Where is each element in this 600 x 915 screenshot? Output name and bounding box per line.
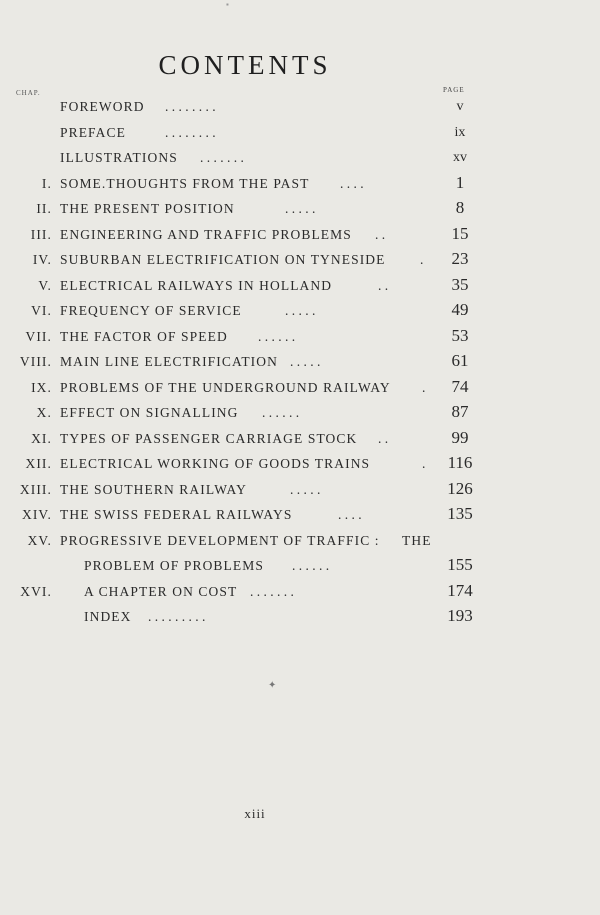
page-number: 8 <box>455 198 465 217</box>
chapter-title: THE FACTOR OF SPEED <box>60 328 228 344</box>
chapter-title: A CHAPTER ON COST <box>84 583 238 599</box>
chapter-title: INDEX <box>84 609 132 624</box>
page-number: 135 <box>447 504 473 523</box>
contents-entry <box>0 249 600 275</box>
leader-dots: . . . . . . . . <box>165 99 216 114</box>
chapter-title: THE PRESENT POSITION <box>60 201 235 216</box>
chapter-number: XIV. <box>21 507 52 522</box>
chapter-title: ENGINEERING AND TRAFFIC PROBLEMS <box>60 226 352 242</box>
page-number: 53 <box>451 325 469 345</box>
page-number: 99 <box>451 427 469 447</box>
page-number: 35 <box>451 274 469 294</box>
chapter-number: I. <box>41 175 52 191</box>
page-number: 174 <box>447 580 473 600</box>
contents-entry <box>0 300 600 326</box>
chapter-title: PROBLEM OF PROBLEMS <box>84 558 264 573</box>
chapter-number: VIII. <box>19 354 52 369</box>
contents-entry <box>0 479 600 505</box>
contents-entry <box>0 504 600 530</box>
chapter-title: TYPES OF PASSENGER CARRIAGE STOCK <box>60 430 358 446</box>
contents-entry <box>0 173 600 199</box>
contents-entry <box>0 351 600 377</box>
chapter-title: PROGRESSIVE DEVELOPMENT OF TRAFFIC : <box>60 532 380 548</box>
contents-entry <box>0 96 600 122</box>
page-number: 61 <box>451 351 469 370</box>
contents-entry <box>0 224 600 250</box>
page-number: 116 <box>447 453 473 472</box>
contents-entry <box>0 402 600 428</box>
chapter-number: II. <box>36 201 52 216</box>
chapter-title-continuation: THE <box>402 532 432 548</box>
leader-dots: . . <box>378 430 389 446</box>
chapter-title: THE SWISS FEDERAL RAILWAYS <box>60 507 293 522</box>
chapter-title: FREQUENCY OF SERVICE <box>60 303 242 318</box>
leader-dots: . . . . . . . <box>200 150 244 165</box>
contents-entry <box>0 326 600 352</box>
contents-entry <box>0 275 600 301</box>
contents-entry <box>0 581 600 607</box>
leader-dots: . <box>422 379 426 395</box>
leader-dots: . <box>420 252 424 267</box>
chapter-title: PREFACE <box>60 124 126 140</box>
contents-title: CONTENTS <box>158 50 332 80</box>
contents-entry <box>0 453 600 479</box>
leader-dots: . . . . . . . . . <box>148 609 206 624</box>
leader-dots: . . <box>378 277 389 293</box>
contents-entry <box>0 198 600 224</box>
page-number: ix <box>454 124 466 140</box>
page-number: 87 <box>451 402 469 421</box>
leader-dots: . . . . . . <box>262 405 300 420</box>
page-number: 15 <box>451 223 469 243</box>
chapter-title: EFFECT ON SIGNALLING <box>60 405 239 420</box>
leader-dots: . . . . . <box>285 303 316 318</box>
contents-list <box>0 96 600 632</box>
page-number: 1 <box>455 172 465 192</box>
leader-dots: . . . . . . <box>258 328 296 344</box>
page-speck: ▪ <box>226 0 229 9</box>
chapter-title: PROBLEMS OF THE UNDERGROUND RAILWAY <box>60 379 391 395</box>
chapter-title: SOME.THOUGHTS FROM THE PAST <box>60 175 310 191</box>
page-number: 74 <box>451 376 469 396</box>
leader-dots: . . . . . <box>290 481 321 497</box>
leader-dots: . . . . . <box>285 201 316 216</box>
chapter-title: MAIN LINE ELECTRIFICATION <box>60 354 278 369</box>
contents-entry <box>0 606 600 632</box>
chapter-number: XVI. <box>20 583 52 599</box>
chapter-number: VII. <box>25 328 52 344</box>
page-number: 126 <box>447 478 473 498</box>
page-number: xv <box>453 150 467 165</box>
chapter-number: XV. <box>27 532 52 548</box>
contents-entry <box>0 428 600 454</box>
folio-page-number: xiii <box>244 806 266 821</box>
page-number: 155 <box>447 555 473 574</box>
contents-entry <box>0 377 600 403</box>
chapter-number: IV. <box>32 252 52 267</box>
chapter-number: XI. <box>31 430 52 446</box>
chapter-title: FOREWORD <box>60 99 145 114</box>
chapter-number: VI. <box>31 303 52 318</box>
page-number: v <box>456 99 464 114</box>
leader-dots: . . . . . . . <box>250 583 294 599</box>
leader-dots: . . . . <box>338 507 362 522</box>
chapter-title: ELECTRICAL WORKING OF GOODS TRAINS <box>60 456 371 471</box>
chapter-number: XIII. <box>19 481 52 497</box>
chapter-title: ILLUSTRATIONS <box>60 150 178 165</box>
ink-smudge: ✦ <box>268 680 277 691</box>
page-number: 23 <box>451 249 469 268</box>
leader-dots: . . . . . . <box>292 558 330 573</box>
chapter-title: ELECTRICAL RAILWAYS IN HOLLAND <box>60 277 333 293</box>
leader-dots: . . . . <box>340 175 364 191</box>
page-number: 193 <box>447 606 473 625</box>
chapter-title: THE SOUTHERN RAILWAY <box>60 481 247 497</box>
page-column-heading: PAGE <box>443 86 465 94</box>
contents-entry <box>0 147 600 173</box>
leader-dots: . . <box>375 226 386 242</box>
chap-column-heading: CHAP. <box>16 89 41 97</box>
contents-entry <box>0 530 600 556</box>
chapter-number: III. <box>30 226 52 242</box>
leader-dots: . . . . . . . . <box>165 124 216 140</box>
chapter-number: X. <box>36 405 52 420</box>
contents-entry <box>0 122 600 148</box>
contents-entry <box>0 555 600 581</box>
leader-dots: . . . . . <box>290 354 321 369</box>
chapter-number: V. <box>38 277 52 293</box>
leader-dots: . <box>422 456 426 471</box>
chapter-title: SUBURBAN ELECTRIFICATION ON TYNESIDE <box>60 252 386 267</box>
page-number: 49 <box>451 300 469 319</box>
chapter-number: XII. <box>25 456 52 471</box>
chapter-number: IX. <box>31 379 52 395</box>
